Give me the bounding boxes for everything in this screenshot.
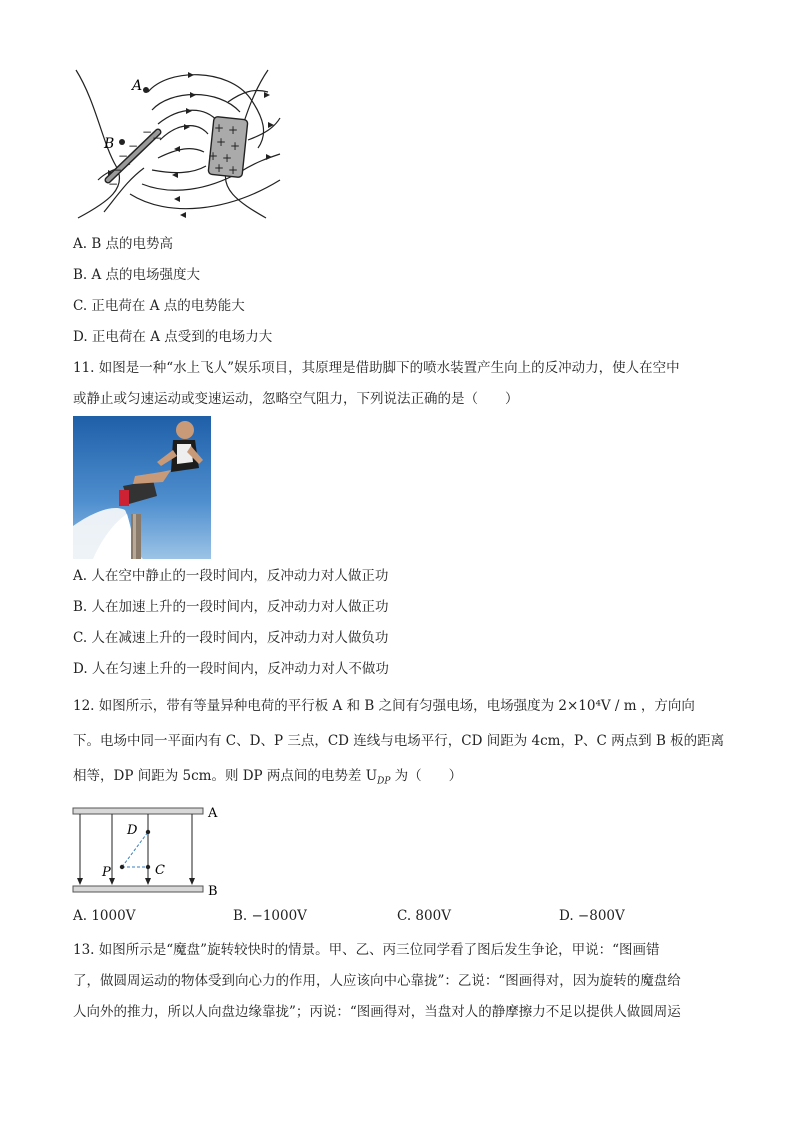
svg-text:+: +	[208, 149, 219, 163]
svg-text:−: −	[128, 139, 139, 153]
plate-a-label: A	[208, 806, 218, 821]
parallel-plates-figure	[70, 800, 230, 900]
q11-stem-line2: 或静止或匀速运动或变速运动，忽略空气阻力，下列说法正确的是（ ）	[73, 391, 519, 407]
field-lines-figure	[68, 62, 288, 224]
q12-option-b: B. −1000V	[233, 908, 307, 924]
water-flyer-photo	[73, 416, 211, 559]
svg-text:−: −	[118, 149, 129, 163]
q12-stem-line3: 相等，DP 间距为 5cm。则 DP 两点间的电势差 $U_{DP}$ 为（ ）	[73, 768, 463, 787]
svg-text:−: −	[108, 177, 119, 191]
svg-text:+: +	[230, 139, 241, 153]
svg-text:+: +	[222, 151, 233, 165]
q13-stem-line2: 了，做圆周运动的物体受到向心力的作用，人应该向中心靠拢”：乙说：“图画得对，因为旋转的魔盘给	[73, 973, 681, 989]
q12-stem-line1: 12. 如图所示，带有等量异种电荷的平行板 A 和 B 之间有匀强电场，电场强度为 2×10⁴V / m ，方向向	[73, 698, 695, 714]
q10-option-d: D. 正电荷在 A 点受到的电场力大	[73, 329, 273, 345]
q11-stem-line1: 11. 如图是一种“水上飞人”娱乐项目，其原理是借助脚下的喷水装置产生向上的反冲动力，使人在空中	[73, 360, 680, 376]
point-d-label: D	[127, 823, 138, 838]
point-a-label: A	[132, 78, 143, 94]
q12-stem-line2: 下。电场中同一平面内有 C、D、P 三点，CD 连线与电场平行，CD 间距为 4cm，P、C 两点到 B 板的距离	[73, 733, 725, 749]
q12-option-c: C. 800V	[397, 908, 451, 924]
q10-option-c: C. 正电荷在 A 点的电势能大	[73, 298, 245, 314]
svg-text:+: +	[214, 161, 225, 175]
svg-text:−: −	[112, 163, 123, 177]
svg-text:+: +	[216, 135, 227, 149]
plate-b-label: B	[208, 884, 218, 899]
q11-option-c: C. 人在减速上升的一段时间内，反冲动力对人做负功	[73, 630, 389, 646]
q12-option-a: A. 1000V	[73, 908, 136, 924]
point-p-label: P	[102, 865, 111, 880]
q13-stem-line1: 13. 如图所示是“魔盘”旋转较快时的情景。甲、乙、丙三位同学看了图后发生争论，甲说：“图画错	[73, 942, 660, 958]
svg-text:+: +	[214, 121, 225, 135]
svg-text:+: +	[228, 163, 239, 177]
point-c-label: C	[155, 863, 165, 878]
q11-option-a: A. 人在空中静止的一段时间内，反冲动力对人做正功	[73, 568, 389, 584]
svg-text:−: −	[142, 125, 153, 139]
q12-option-d: D. −800V	[559, 908, 625, 924]
svg-text:−: −	[152, 131, 163, 145]
point-b-label: B	[104, 136, 115, 152]
svg-text:+: +	[228, 123, 239, 137]
q13-stem-line3: 人向外的推力，所以人向盘边缘靠拢”；丙说：“图画得对，当盘对人的静摩擦力不足以提供人做圆周运	[73, 1004, 681, 1020]
q10-option-a: A. B 点的电势高	[73, 236, 174, 252]
q10-option-b: B. A 点的电场强度大	[73, 267, 201, 283]
q11-option-b: B. 人在加速上升的一段时间内，反冲动力对人做正功	[73, 599, 389, 615]
q11-option-d: D. 人在匀速上升的一段时间内，反冲动力对人不做功	[73, 661, 389, 677]
